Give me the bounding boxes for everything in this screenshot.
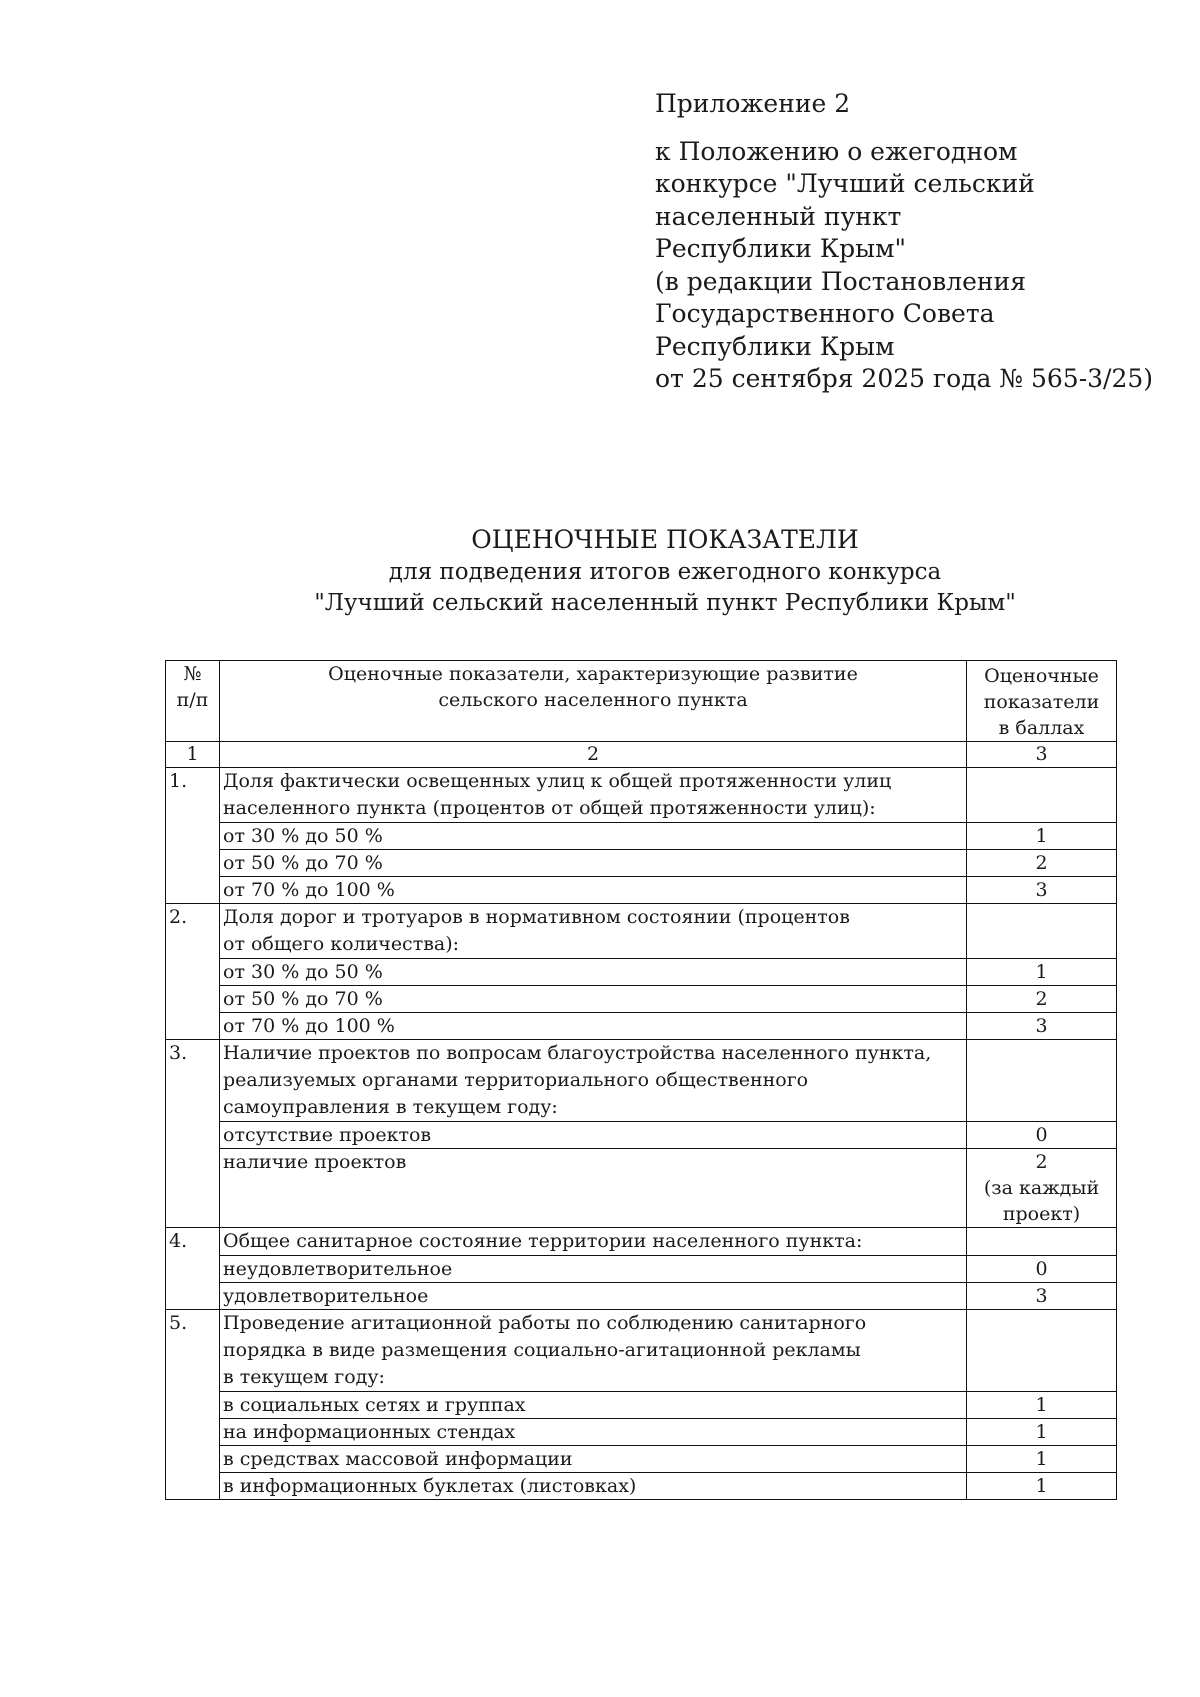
option-points: [967, 1122, 1117, 1149]
option-points-line: 0: [1035, 1124, 1048, 1146]
section-number: 1.: [166, 768, 220, 904]
document-title: ОЦЕНОЧНЫЕ ПОКАЗАТЕЛИ: [471, 525, 859, 554]
appendix-line: (в редакции Постановления: [655, 266, 1026, 296]
indicators-table: [165, 660, 1117, 1500]
option-points: [967, 986, 1117, 1013]
document-subtitle-line-1: для подведения итогов ежегодного конкурса: [388, 559, 942, 585]
option-points-line: 3: [1035, 1285, 1048, 1307]
table-row: [166, 1392, 1117, 1419]
option-points-line: 2: [1035, 988, 1048, 1010]
header-indicator-line-2: сельского населенного пункта: [438, 689, 748, 711]
option-points-line: 2: [1035, 1151, 1048, 1173]
section-title: [220, 1228, 967, 1256]
section-title: [220, 1310, 967, 1392]
option-label: в средствах массовой информации: [220, 1446, 967, 1473]
table-row: [166, 1256, 1117, 1283]
section-title-line: населенного пункта (процентов от общей протяженности улиц):: [223, 797, 876, 819]
option-label: от 50 % до 70 %: [220, 986, 967, 1013]
section-title-line: Доля фактически освещенных улиц к общей протяженности улиц: [223, 770, 892, 792]
appendix-line: от 25 сентября 2025 года № 565-3/25): [655, 364, 1154, 393]
section-title-line: от общего количества):: [223, 933, 460, 955]
section-title-line: Наличие проектов по вопросам благоустройства населенного пункта,: [223, 1042, 932, 1064]
option-points-line: 2: [1035, 852, 1048, 874]
table-row: [166, 1473, 1117, 1500]
option-points: [967, 1256, 1117, 1283]
option-points: [967, 850, 1117, 877]
option-points-line: 3: [1035, 879, 1048, 901]
header-points: [967, 661, 1117, 742]
option-label: неудовлетворительное: [220, 1256, 967, 1283]
option-points: [967, 1446, 1117, 1473]
option-points-line: 1: [1035, 1448, 1048, 1470]
option-label: от 70 % до 100 %: [220, 1013, 967, 1040]
option-label: удовлетворительное: [220, 1283, 967, 1310]
column-number-1: 1: [166, 742, 220, 768]
table-header-row: [166, 661, 1117, 742]
table-body: [166, 768, 1117, 1500]
option-points: [967, 877, 1117, 904]
table-row: [166, 959, 1117, 986]
section-number: 5.: [166, 1310, 220, 1500]
option-points: [967, 1283, 1117, 1310]
header-indicator-line-1: Оценочные показатели, характеризующие развитие: [328, 663, 858, 685]
appendix-number: Приложение 2: [655, 89, 851, 118]
option-label: от 30 % до 50 %: [220, 959, 967, 986]
header-indicator: [220, 661, 967, 742]
section-points-empty: [967, 1040, 1117, 1122]
option-points-line: 1: [1035, 1475, 1048, 1497]
appendix-line: Республики Крым": [655, 234, 907, 263]
document-title-block: [150, 523, 1180, 619]
option-points: [967, 1392, 1117, 1419]
section-title-line: реализуемых органами территориального общественного: [223, 1069, 809, 1091]
table-row: [166, 1228, 1117, 1256]
option-label: наличие проектов: [220, 1149, 967, 1228]
section-points-empty: [967, 1310, 1117, 1392]
option-label: в социальных сетях и группах: [220, 1392, 967, 1419]
section-points-empty: [967, 904, 1117, 959]
appendix-line: конкурсе "Лучший сельский: [655, 169, 1035, 198]
header-number-line-1: №: [183, 663, 202, 685]
option-points-line: проект): [1002, 1203, 1081, 1225]
table-row: [166, 850, 1117, 877]
option-points-line: (за каждый: [983, 1177, 1100, 1199]
option-points-line: 3: [1035, 1015, 1048, 1037]
appendix-line: Государственного Совета: [655, 299, 995, 328]
option-label: на информационных стендах: [220, 1419, 967, 1446]
option-label: отсутствие проектов: [220, 1122, 967, 1149]
header-number: [166, 661, 220, 742]
section-points-empty: [967, 1228, 1117, 1256]
appendix-block: [655, 88, 1155, 396]
option-label: от 30 % до 50 %: [220, 823, 967, 850]
section-number: 2.: [166, 904, 220, 1040]
document-subtitle-line-2: "Лучший сельский населенный пункт Республики Крым": [314, 590, 1016, 616]
section-number: 3.: [166, 1040, 220, 1228]
table-row: [166, 1310, 1117, 1392]
section-title-line: Доля дорог и тротуаров в нормативном состоянии (процентов: [223, 906, 850, 928]
option-label: от 70 % до 100 %: [220, 877, 967, 904]
table-row: [166, 1446, 1117, 1473]
section-points-empty: [967, 768, 1117, 823]
option-label: от 50 % до 70 %: [220, 850, 967, 877]
column-numbers-row: [166, 742, 1117, 768]
column-number-2: 2: [220, 742, 967, 768]
table-row: [166, 1283, 1117, 1310]
option-points: [967, 959, 1117, 986]
option-label: в информационных буклетах (листовках): [220, 1473, 967, 1500]
table-row: [166, 877, 1117, 904]
option-points-line: 1: [1035, 961, 1048, 983]
option-points-line: 1: [1035, 1394, 1048, 1416]
header-points-line-3: в баллах: [998, 717, 1085, 739]
option-points: [967, 1013, 1117, 1040]
option-points: [967, 823, 1117, 850]
option-points: [967, 1473, 1117, 1500]
header-points-line-1: Оценочные: [984, 665, 1099, 687]
appendix-line: Республики Крым: [655, 331, 895, 361]
header-number-line-2: п/п: [176, 689, 209, 711]
section-title-line: самоуправления в текущем году:: [223, 1096, 558, 1118]
option-points: [967, 1149, 1117, 1228]
section-title-line: порядка в виде размещения социально-агитационной рекламы: [223, 1339, 861, 1361]
option-points-line: 0: [1035, 1258, 1048, 1280]
section-title-line: Проведение агитационной работы по соблюдению санитарного: [223, 1312, 867, 1334]
option-points-line: 1: [1035, 825, 1048, 847]
table-row: [166, 768, 1117, 823]
section-title: [220, 1040, 967, 1122]
table-row: [166, 904, 1117, 959]
table-row: [166, 1122, 1117, 1149]
appendix-line: к Положению о ежегодном: [655, 136, 1018, 166]
section-title-line: Общее санитарное состояние территории населенного пункта:: [223, 1230, 863, 1252]
table-row: [166, 1419, 1117, 1446]
table-row: [166, 986, 1117, 1013]
table-row: [166, 823, 1117, 850]
section-title-line: в текущем году:: [223, 1366, 385, 1388]
option-points-line: 1: [1035, 1421, 1048, 1443]
table-row: [166, 1149, 1117, 1228]
section-title: [220, 904, 967, 959]
column-number-3: 3: [967, 742, 1117, 768]
option-points: [967, 1419, 1117, 1446]
section-number: 4.: [166, 1228, 220, 1310]
table-row: [166, 1013, 1117, 1040]
appendix-line: населенный пункт: [655, 201, 902, 231]
appendix-reference: [655, 136, 1155, 396]
header-points-line-2: показатели: [983, 691, 1100, 713]
section-title: [220, 768, 967, 823]
table-row: [166, 1040, 1117, 1122]
